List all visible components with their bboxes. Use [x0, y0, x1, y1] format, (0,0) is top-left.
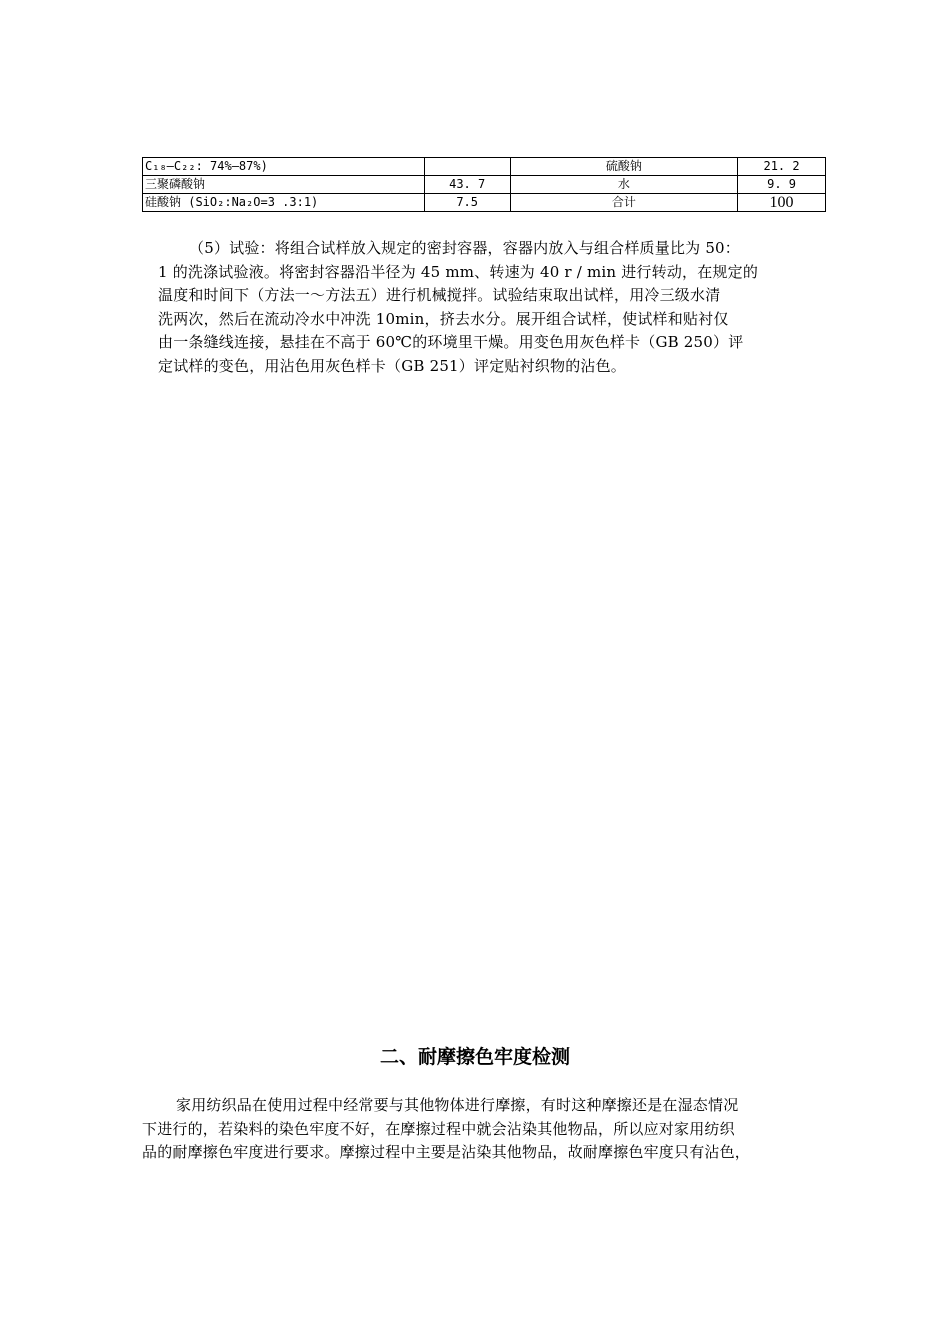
table-cell-amount: 43. 7 — [424, 176, 510, 194]
table-cell-total: 100 — [738, 194, 826, 212]
paragraph-line: 1 的洗涤试验液。将密封容器沿半径为 45 mm、转速为 40 r / min 进行转动，在规定的 — [158, 262, 759, 281]
table-row — [143, 158, 826, 176]
reagent-table — [142, 157, 826, 212]
table-cell-amount: 7.5 — [424, 194, 510, 212]
table-row — [143, 176, 826, 194]
paragraph-line: 下进行的，若染料的染色牢度不好，在摩擦过程中就会沾染其他物品，所以应对家用纺织 — [142, 1119, 735, 1138]
table-cell-component: 硅酸钠 (SiO₂:Na₂O=3 .3:1) — [143, 194, 425, 212]
paragraph-line: （5）试验：将组合试样放入规定的密封容器，容器内放入与组合样质量比为 50： — [189, 239, 741, 257]
test-procedure-paragraph — [158, 237, 818, 378]
table-cell-component: C₁₈—C₂₂: 74%—87%) — [143, 158, 425, 176]
intro-paragraph — [142, 1094, 822, 1165]
paragraph-line: 温度和时间下（方法一～方法五）进行机械搅拌。试验结束取出试样，用冷三级水清 — [158, 286, 721, 304]
paragraph-line: 由一条缝线连接，悬挂在不高于 60℃的环境里干燥。用变色用灰色样卡（GB 250）评 — [158, 333, 744, 351]
table-cell-component: 三聚磷酸钠 — [143, 176, 425, 194]
table-cell-component: 合计 — [510, 194, 738, 212]
paragraph-line: 洗两次，然后在流动冷水中冲洗 10min，挤去水分。展开组合试样，使试样和贴衬仅 — [158, 309, 729, 328]
table-cell-amount — [424, 158, 510, 176]
table-row — [143, 194, 826, 212]
table-cell-amount: 9. 9 — [738, 176, 826, 194]
table-cell-amount: 21. 2 — [738, 158, 826, 176]
paragraph-line: 品的耐摩擦色牢度进行要求。摩擦过程中主要是沾染其他物品，故耐摩擦色牢度只有沾色， — [142, 1143, 751, 1161]
section-heading: 二、耐摩擦色牢度检测 — [379, 1046, 570, 1068]
table-cell-component: 硫酸钠 — [510, 158, 738, 176]
paragraph-line: 家用纺织品在使用过程中经常要与其他物体进行摩擦，有时这种摩擦还是在湿态情况 — [176, 1096, 739, 1114]
paragraph-line: 定试样的变色，用沾色用灰色样卡（GB 251）评定贴衬织物的沾色。 — [158, 356, 627, 375]
table-cell-component: 水 — [510, 176, 738, 194]
